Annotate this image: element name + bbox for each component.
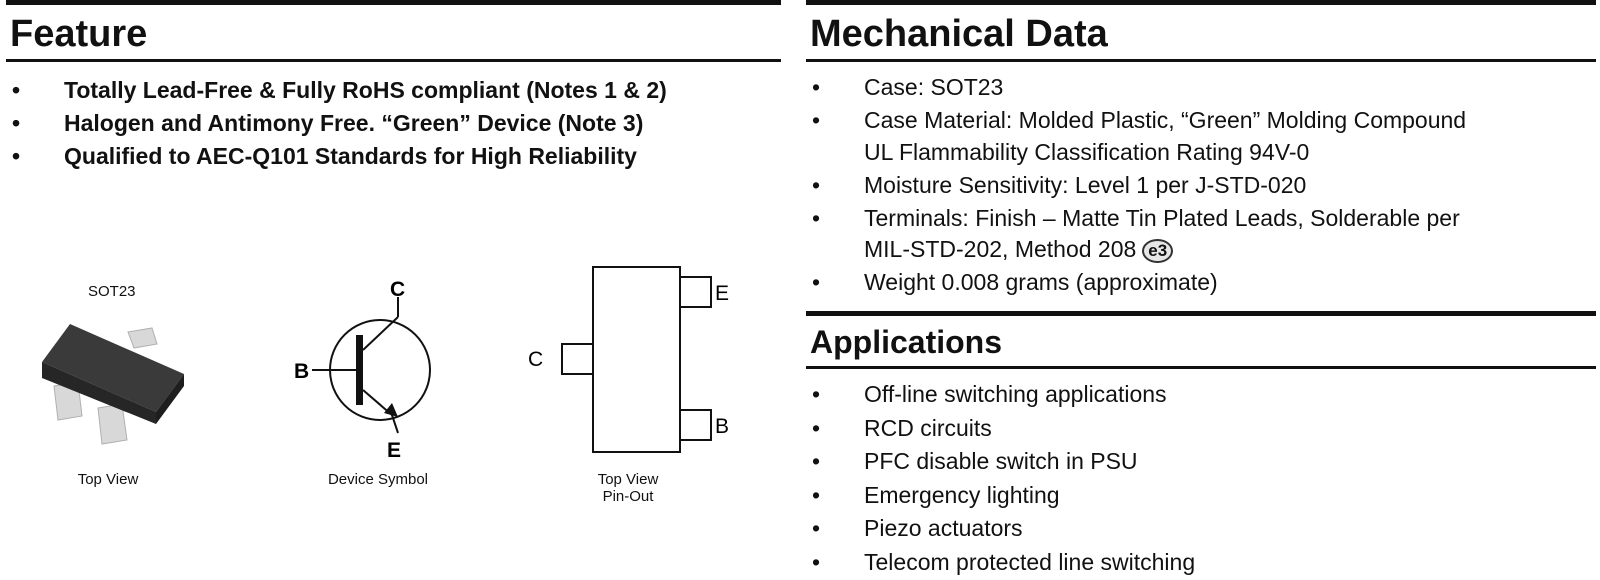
- bullet-icon: •: [812, 381, 821, 407]
- mech-case: Case: SOT23: [864, 74, 1004, 100]
- pinout-pin-c: C: [528, 348, 544, 371]
- sot23-package-image: [30, 320, 200, 460]
- applications-list: [806, 378, 1596, 579]
- list-item: [806, 479, 1596, 513]
- application-item: Telecom protected line switching: [864, 548, 1196, 575]
- feature-item: Halogen and Antimony Free. “Green” Device (Note 3): [64, 110, 644, 136]
- mech-terminals-line1: Terminals: Finish – Matte Tin Plated Leads, Solderable per: [864, 204, 1460, 231]
- bullet-icon: •: [812, 269, 821, 295]
- list-item: [806, 546, 1596, 580]
- applications-heading: Applications: [806, 311, 1596, 369]
- symbol-caption: Device Symbol: [327, 471, 429, 488]
- mechanical-list: [806, 72, 1596, 299]
- bullet-icon: •: [812, 515, 821, 541]
- bullet-icon: •: [812, 204, 821, 231]
- symbol-pin-e: E: [387, 439, 402, 462]
- list-item: [6, 107, 781, 140]
- pinout-pin-b: B: [715, 415, 730, 438]
- package-caption: Top View: [77, 471, 139, 488]
- feature-list: [6, 74, 781, 173]
- bullet-icon: •: [812, 414, 821, 441]
- list-item: [806, 378, 1596, 412]
- pinout-pin-e: E: [715, 282, 730, 305]
- mechanical-column: [806, 0, 1596, 575]
- bullet-icon: •: [812, 481, 821, 508]
- list-item: [6, 74, 781, 107]
- pinout-caption-line2: Pin-Out: [602, 488, 654, 505]
- bullet-icon: •: [12, 143, 21, 169]
- list-item: [806, 267, 1596, 299]
- list-item: [806, 105, 1596, 168]
- list-item: [806, 72, 1596, 104]
- pinout-caption-line1: Top View: [597, 471, 659, 488]
- application-item: PFC disable switch in PSU: [864, 448, 1138, 474]
- mech-weight: Weight 0.008 grams (approximate): [864, 269, 1218, 295]
- bullet-icon: •: [812, 107, 821, 133]
- bullet-icon: •: [812, 448, 821, 474]
- bullet-icon: •: [12, 77, 21, 103]
- pinout-caption: [548, 471, 708, 505]
- application-item: RCD circuits: [864, 414, 992, 441]
- bullet-icon: •: [12, 110, 21, 136]
- feature-item: Qualified to AEC-Q101 Standards for High Reliability: [64, 143, 637, 169]
- feature-heading: Feature: [6, 0, 781, 62]
- e3-badge-icon: e3: [1142, 239, 1173, 263]
- application-item: Piezo actuators: [864, 515, 1023, 541]
- device-symbol-diagram: [290, 275, 450, 465]
- list-item: [806, 203, 1596, 266]
- mech-terminals-line2: MIL-STD-202, Method 208: [864, 236, 1137, 262]
- list-item: [806, 412, 1596, 446]
- mech-moisture: Moisture Sensitivity: Level 1 per J-STD-020: [864, 171, 1307, 198]
- symbol-pin-c: C: [390, 278, 406, 301]
- mech-material-line2: UL Flammability Classification Rating 94V-0: [864, 138, 1310, 165]
- mechanical-heading: Mechanical Data: [806, 0, 1596, 62]
- list-item: [6, 140, 781, 173]
- bullet-icon: •: [812, 171, 821, 198]
- list-item: [806, 170, 1596, 202]
- bullet-icon: •: [812, 548, 821, 575]
- list-item: [806, 512, 1596, 546]
- feature-column: [6, 0, 781, 173]
- bullet-icon: •: [812, 74, 821, 100]
- feature-item: Totally Lead-Free & Fully RoHS compliant (Notes 1 & 2): [64, 77, 667, 103]
- package-label: SOT23: [88, 283, 136, 300]
- application-item: Off-line switching applications: [864, 381, 1167, 407]
- mech-material-line1: Case Material: Molded Plastic, “Green” Molding Compound: [864, 107, 1467, 133]
- symbol-pin-b: B: [294, 360, 310, 383]
- pinout-diagram: [525, 265, 735, 460]
- list-item: [806, 445, 1596, 479]
- application-item: Emergency lighting: [864, 481, 1060, 508]
